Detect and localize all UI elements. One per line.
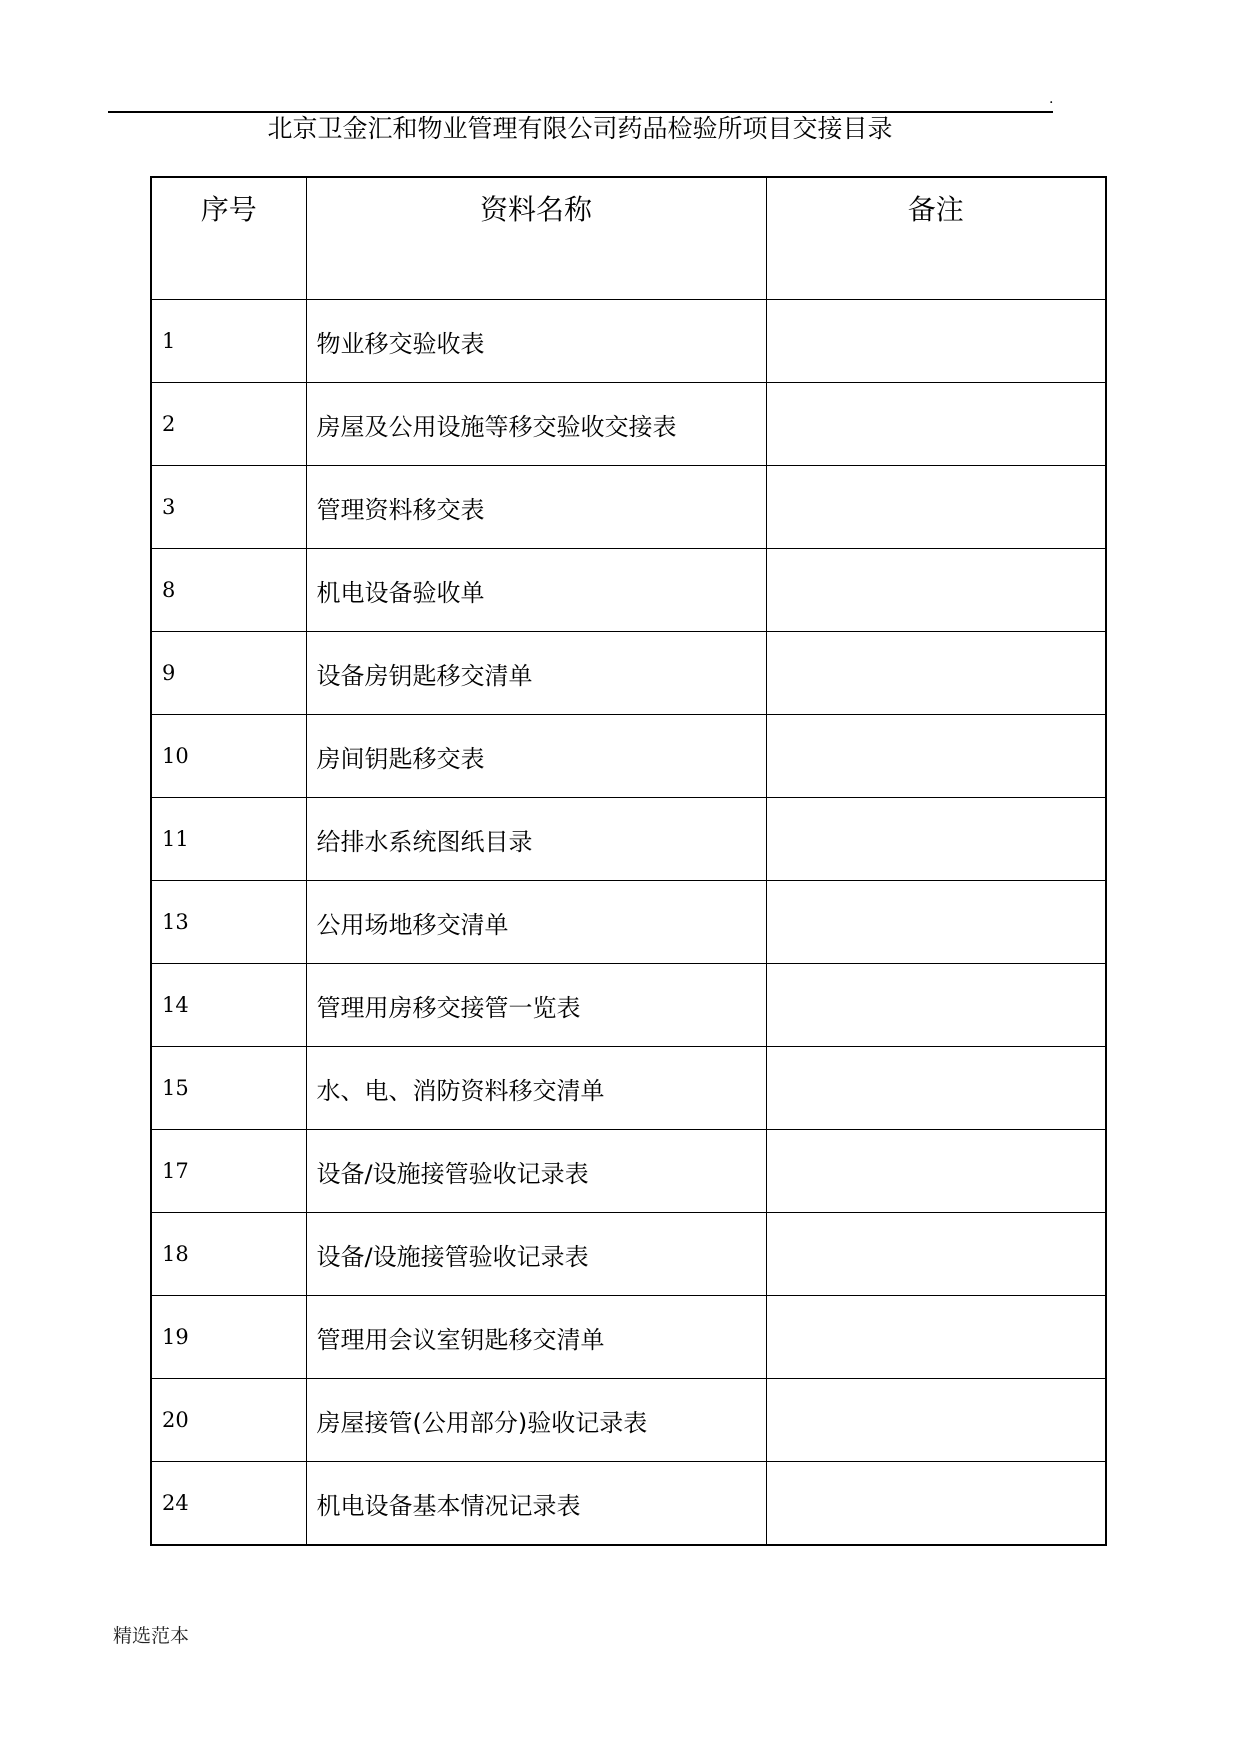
- row-remark: [766, 549, 1106, 632]
- header-serial-number: 序号: [151, 177, 306, 300]
- row-serial-number: 8: [151, 549, 306, 632]
- row-serial-number: 11: [151, 798, 306, 881]
- row-document-name: 设备/设施接管验收记录表: [306, 1213, 766, 1296]
- row-document-name: 房屋及公用设施等移交验收交接表: [306, 383, 766, 466]
- table-row: [151, 632, 1106, 715]
- row-document-name: 给排水系统图纸目录: [306, 798, 766, 881]
- row-remark: [766, 715, 1106, 798]
- table-row: [151, 1296, 1106, 1379]
- row-serial-number: 13: [151, 881, 306, 964]
- table-body: [151, 300, 1106, 1546]
- row-document-name: 房屋接管(公用部分)验收记录表: [306, 1379, 766, 1462]
- row-document-name: 设备房钥匙移交清单: [306, 632, 766, 715]
- row-document-name: 管理资料移交表: [306, 466, 766, 549]
- row-serial-number: 20: [151, 1379, 306, 1462]
- row-document-name: 管理用房移交接管一览表: [306, 964, 766, 1047]
- row-remark: [766, 632, 1106, 715]
- table-row: [151, 300, 1106, 383]
- row-serial-number: 2: [151, 383, 306, 466]
- table-row: [151, 1130, 1106, 1213]
- document-title: 北京卫金汇和物业管理有限公司药品检验所项目交接目录: [267, 114, 893, 143]
- row-serial-number: 3: [151, 466, 306, 549]
- table-row: [151, 549, 1106, 632]
- row-remark: [766, 1462, 1106, 1546]
- header-document-name: 资料名称: [306, 177, 766, 300]
- handover-catalog-table: [150, 176, 1107, 1546]
- table-header-row: [151, 177, 1106, 300]
- row-document-name: 物业移交验收表: [306, 300, 766, 383]
- row-serial-number: 1: [151, 300, 306, 383]
- row-remark: [766, 1130, 1106, 1213]
- row-remark: [766, 466, 1106, 549]
- row-serial-number: 14: [151, 964, 306, 1047]
- table-row: [151, 383, 1106, 466]
- table-row: [151, 1462, 1106, 1546]
- row-document-name: 机电设备基本情况记录表: [306, 1462, 766, 1546]
- row-remark: [766, 1379, 1106, 1462]
- row-document-name: 房间钥匙移交表: [306, 715, 766, 798]
- table-row: [151, 715, 1106, 798]
- table-row: [151, 1213, 1106, 1296]
- row-remark: [766, 1213, 1106, 1296]
- row-serial-number: 17: [151, 1130, 306, 1213]
- row-remark: [766, 300, 1106, 383]
- row-document-name: 设备/设施接管验收记录表: [306, 1130, 766, 1213]
- row-remark: [766, 1047, 1106, 1130]
- row-remark: [766, 1296, 1106, 1379]
- row-serial-number: 24: [151, 1462, 306, 1546]
- row-document-name: 公用场地移交清单: [306, 881, 766, 964]
- table-row: [151, 798, 1106, 881]
- row-remark: [766, 798, 1106, 881]
- row-serial-number: 19: [151, 1296, 306, 1379]
- table-row: [151, 964, 1106, 1047]
- row-serial-number: 18: [151, 1213, 306, 1296]
- table-row: [151, 881, 1106, 964]
- row-serial-number: 15: [151, 1047, 306, 1130]
- header-dot: .: [1049, 91, 1054, 107]
- footer-text: 精选范本: [113, 1625, 190, 1647]
- row-serial-number: 10: [151, 715, 306, 798]
- row-remark: [766, 964, 1106, 1047]
- row-remark: [766, 881, 1106, 964]
- table-row: [151, 1047, 1106, 1130]
- row-document-name: 机电设备验收单: [306, 549, 766, 632]
- row-serial-number: 9: [151, 632, 306, 715]
- table-row: [151, 466, 1106, 549]
- row-document-name: 管理用会议室钥匙移交清单: [306, 1296, 766, 1379]
- row-document-name: 水、电、消防资料移交清单: [306, 1047, 766, 1130]
- row-remark: [766, 383, 1106, 466]
- table-row: [151, 1379, 1106, 1462]
- header-remarks: 备注: [766, 177, 1106, 300]
